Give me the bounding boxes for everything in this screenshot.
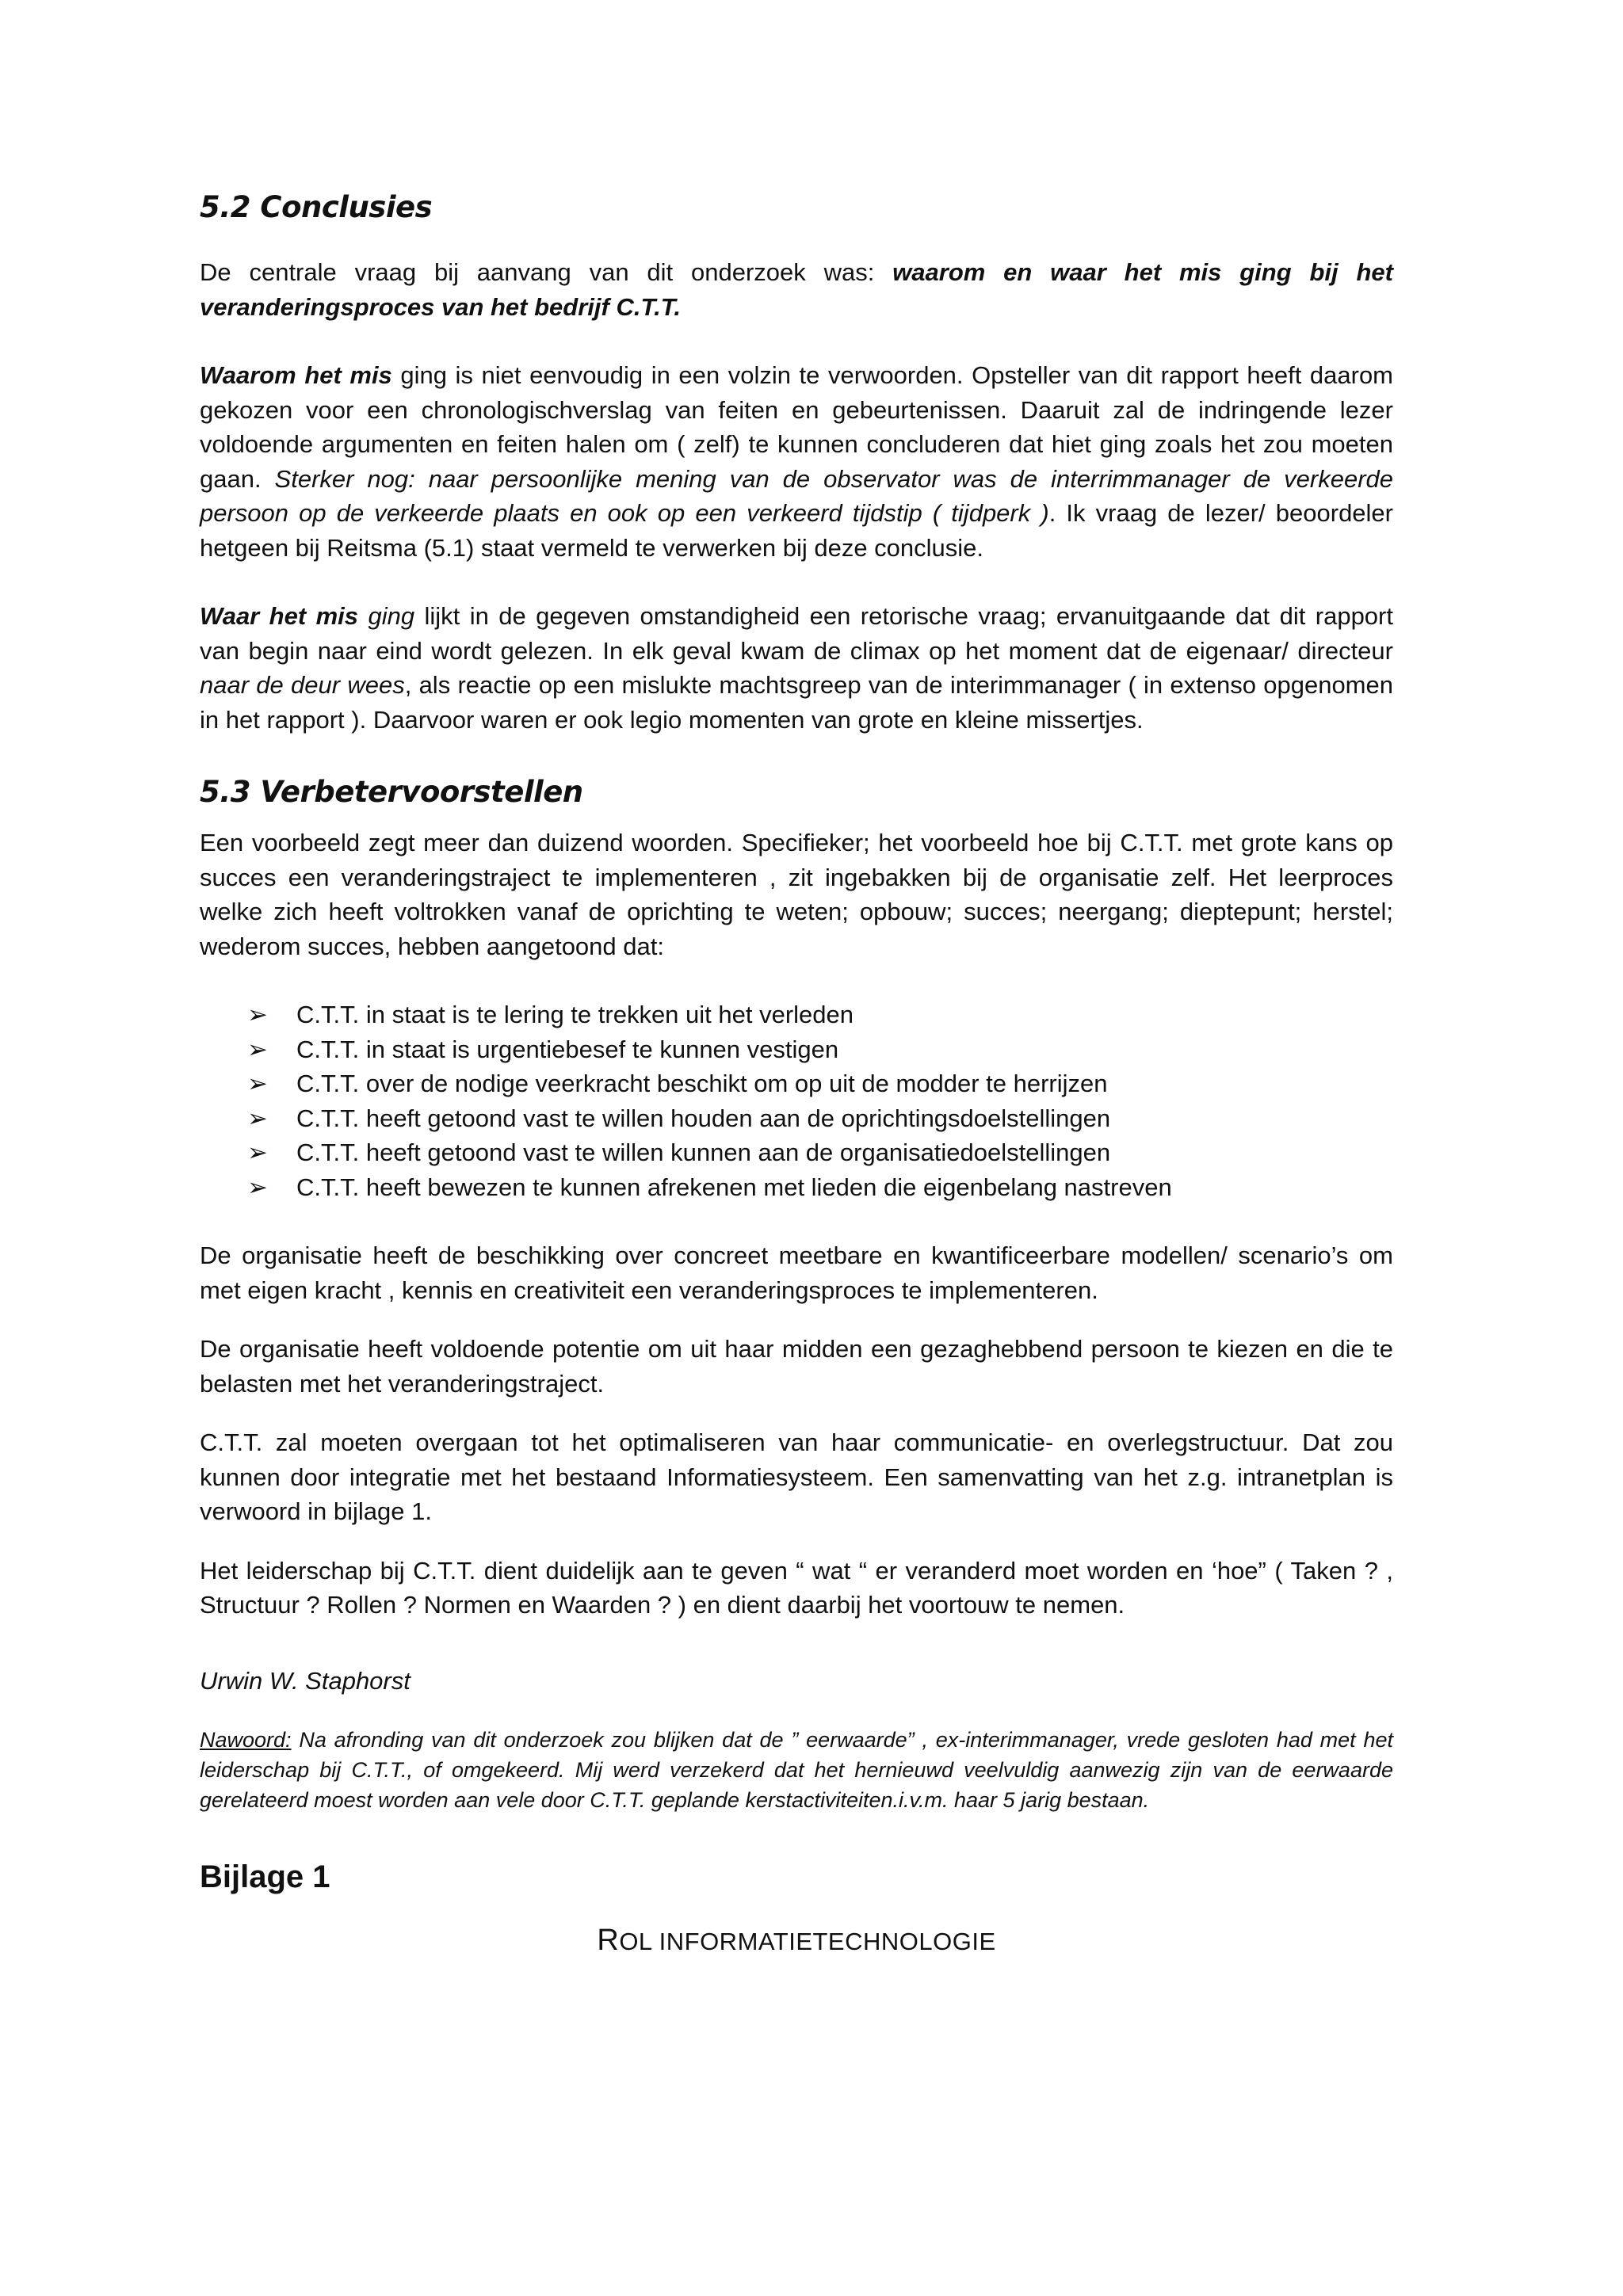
waarom-lead: Waarom het mis xyxy=(200,361,392,389)
paragraph-communicatie: C.T.T. zal moeten overgaan tot het optimaliseren van haar communicatie- en overlegstructuur. Dat zou kunnen door integratie met het bestaand Informatiesysteem. Een samenvatting van het z.g. intranetplan is verwoord in bijlage 1. xyxy=(200,1428,1393,1525)
section-heading-verbetervoorstellen: 5.3 Verbetervoorstellen xyxy=(200,775,583,809)
list-item: ➢ C.T.T. in staat is te lering te trekken uit het verleden xyxy=(200,997,1393,1032)
arrow-bullet-icon: ➢ xyxy=(247,1104,268,1132)
nawoord-label: Nawoord: xyxy=(200,1728,292,1752)
arrow-bullet-icon: ➢ xyxy=(247,1070,268,1097)
paragraph-voorbeeld: Een voorbeeld zegt meer dan duizend woorden. Specifieker; het voorbeeld hoe bij C.T.T. met grote kans op succes een veranderingstraject te implementeren , zit ingebakken bij de organisatie zelf. Het leerproces welke zich heeft voltrokken vanaf de oprichting te weten; opbouw; succes; neergang; dieptepunt; herstel; wederom succes, hebben aangetoond dat: xyxy=(200,829,1393,960)
appendix-heading: Bijlage 1 xyxy=(200,1859,330,1894)
arrow-bullet-icon: ➢ xyxy=(247,1001,268,1028)
list-item: ➢ C.T.T. heeft getoond vast te willen kunnen aan de organisatiedoelstellingen xyxy=(200,1135,1393,1170)
paragraph-leiderschap: Het leiderschap bij C.T.T. dient duidelijk aan te geven “ wat “ er veranderd moet worden en ‘hoe” ( Taken ? , Structuur ? Rollen ? Normen en Waarden ? ) en dient daarbij het voortouw te nemen. xyxy=(200,1556,1393,1619)
bullet-list xyxy=(200,997,1393,1204)
waar-lead: Waar het mis xyxy=(200,602,359,630)
paragraph-central-question: De centrale vraag bij aanvang van dit onderzoek was: waarom en waar het mis ging bij het veranderingsproces van het bedrijf C.T.T. xyxy=(200,258,1393,321)
central-question-text: waarom en waar het mis ging bij het veranderingsproces van het bedrijf C.T.T. xyxy=(200,258,1393,321)
paragraph-modellen: De organisatie heeft de beschikking over concreet meetbare en kwantificeerbare modellen/ scenario’s om met eigen kracht , kennis en creativiteit een veranderingsproces te implementeren. xyxy=(200,1241,1393,1304)
appendix-subtitle: ROL INFORMATIETECHNOLOGIE xyxy=(597,1924,996,1957)
list-item: ➢ C.T.T. in staat is urgentiebesef te kunnen vestigen xyxy=(200,1032,1393,1067)
paragraph-waarom: Waarom het mis ging is niet eenvoudig in een volzin te verwoorden. Opsteller van dit rapport heeft daarom gekozen voor een chronologischverslag van feiten en gebeurtenissen. Daaruit zal de indringende lezer voldoende argumenten en feiten halen om ( zelf) te kunnen concluderen dat hiet ging zoals het zou moeten gaan. Sterker nog: naar persoonlijke mening van de observator was de interrimmanager de verkeerde persoon op de verkeerde plaats en ook op een verkeerd tijdstip ( tijdperk ). Ik vraag de lezer/ beoordeler hetgeen bij Reitsma (5.1) staat vermeld te verwerken bij deze conclusie. xyxy=(200,361,1394,562)
author-signature: Urwin W. Staphorst xyxy=(200,1666,411,1695)
arrow-bullet-icon: ➢ xyxy=(247,1035,268,1063)
arrow-bullet-icon: ➢ xyxy=(247,1173,268,1201)
paragraph-potentie: De organisatie heeft voldoende potentie om uit haar midden een gezaghebbend persoon te kiezen en die te belasten met het veranderingstraject. xyxy=(200,1335,1393,1398)
list-item: ➢ C.T.T. heeft getoond vast te willen houden aan de oprichtingsdoelstellingen xyxy=(200,1101,1393,1136)
section-heading-conclusies: 5.2 Conclusies xyxy=(200,190,433,224)
paragraph-waar: Waar het mis ging lijkt in de gegeven omstandigheid een retorische vraag; ervanuitgaande dat dit rapport van begin naar eind wordt gelezen. In elk geval kwam de climax op het moment dat de eigenaar/ directeur naar de deur wees, als reactie op een mislukte machtsgreep van de interimmanager ( in extenso opgenomen in het rapport ). Daarvoor waren er ook legio momenten van grote en kleine missertjes. xyxy=(200,602,1393,734)
list-item: ➢ C.T.T. heeft bewezen te kunnen afrekenen met lieden die eigenbelang nastreven xyxy=(200,1170,1393,1205)
arrow-bullet-icon: ➢ xyxy=(247,1138,268,1166)
list-item: ➢ C.T.T. over de nodige veerkracht beschikt om op uit de modder te herrijzen xyxy=(200,1066,1393,1101)
nawoord-note: Nawoord: Na afronding van dit onderzoek zou blijken dat de ” eerwaarde” , ex-interimmanager, vrede gesloten had met het leiderschap bij C.T.T., of omgekeerd. Mij werd verzekerd dat het hernieuwd veelvuldig aanwezig zijn van de eerwaarde gerelateerd moest worden aan vele door C.T.T. geplande kerstactiviteiten.i.v.m. haar 5 jarig bestaan. xyxy=(200,1728,1393,1812)
document-page xyxy=(200,184,1393,1966)
